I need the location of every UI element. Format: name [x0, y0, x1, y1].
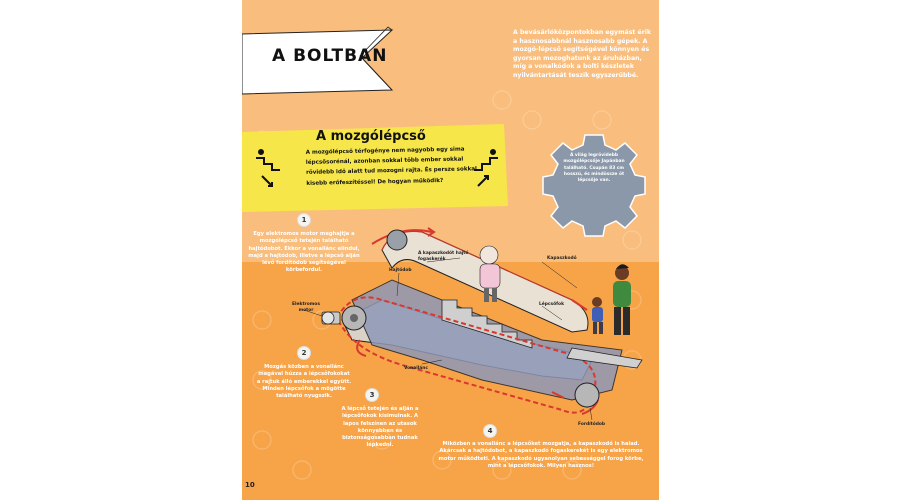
escalator-box-title: A mozgólépcső — [316, 129, 426, 144]
gear-fact-text: A világ legrövidebb mozgólépcsője Japánban található. Csupán 83 cm hosszú, és mindössze öt lépcsője van. — [563, 153, 625, 184]
step-2-number: 2 — [298, 347, 310, 359]
escalator-box-text: A mozgólépcső térfogénye nem nagyobb egy sima lépcsősorénál, azonban sokkal több ember sokkal rövidebb idő alatt tud mozogni rajta. És persze sokkal kisebb erőfeszítéssel! De hogyan működik? — [305, 146, 478, 187]
child-figure — [592, 297, 603, 334]
intro-text: A bevásárlóközpontokban egymást érik a hasznosabbnál hasznosabb gépek. A mozgó-lépcső segítségével könnyen és gyorsan mozoghatunk az áruházban, míg a vonalkódok a bolti készletek nyilvántartását teszik egyszerűbbé. — [513, 29, 651, 79]
label-chain: Vonallánc — [404, 366, 428, 371]
book-page — [242, 0, 659, 500]
label-handrail: Kapaszkodó — [547, 256, 577, 261]
page-number: 10 — [245, 481, 255, 489]
label-return-drum: Fordítódob — [578, 422, 606, 427]
step-3-text: A lépcső tetején és alján a lépcsőfokok kisimulnak. A lapos felszínen az utasok könnyebben és biztonságosabban tudnak lépkedni. — [341, 406, 419, 449]
step-4-text: Miközben a vonallánc a lépcsőket mozgatja, a kapaszkodó is halad. Akárcsak a hajtódobot, a kapaszkodó fogaskerekét is egy elektromos motor működteti. A kapaszkodó ugyanolyan sebességgel forog körbe, mint a lépcsőfokok. Milyen hasznos! — [438, 441, 644, 469]
step-4-number: 4 — [484, 425, 496, 437]
label-motor: Elektromos motor — [292, 302, 320, 313]
label-steps: Lépcsőfok — [539, 302, 564, 307]
man-figure — [613, 264, 631, 335]
step-2-text: Mozgás közben a vonallánc magával húzza a lépcsőfokokat a rajtuk álló emberekkel együtt. Minden lépcsőfok a mögötte található nyugszik. — [256, 364, 352, 400]
step-3-number: 3 — [366, 389, 378, 401]
step-1-number: 1 — [298, 214, 310, 226]
label-drive-drum: Hajtódob — [389, 268, 412, 273]
return-drum — [575, 383, 599, 407]
step-1-text: Egy elektromos motor meghajtja a mozgólépcső tetején található hajtódobot. Ekkor a vonallánc elindul, majd a hajtódob, illetve a lépcső alján lévő fordítódob segítségével körbefordul. — [248, 231, 360, 274]
page-title: A BOLTBAN — [272, 46, 388, 66]
label-handrail-gear: A kapaszkodót hajtó fogaskerék — [418, 251, 469, 262]
